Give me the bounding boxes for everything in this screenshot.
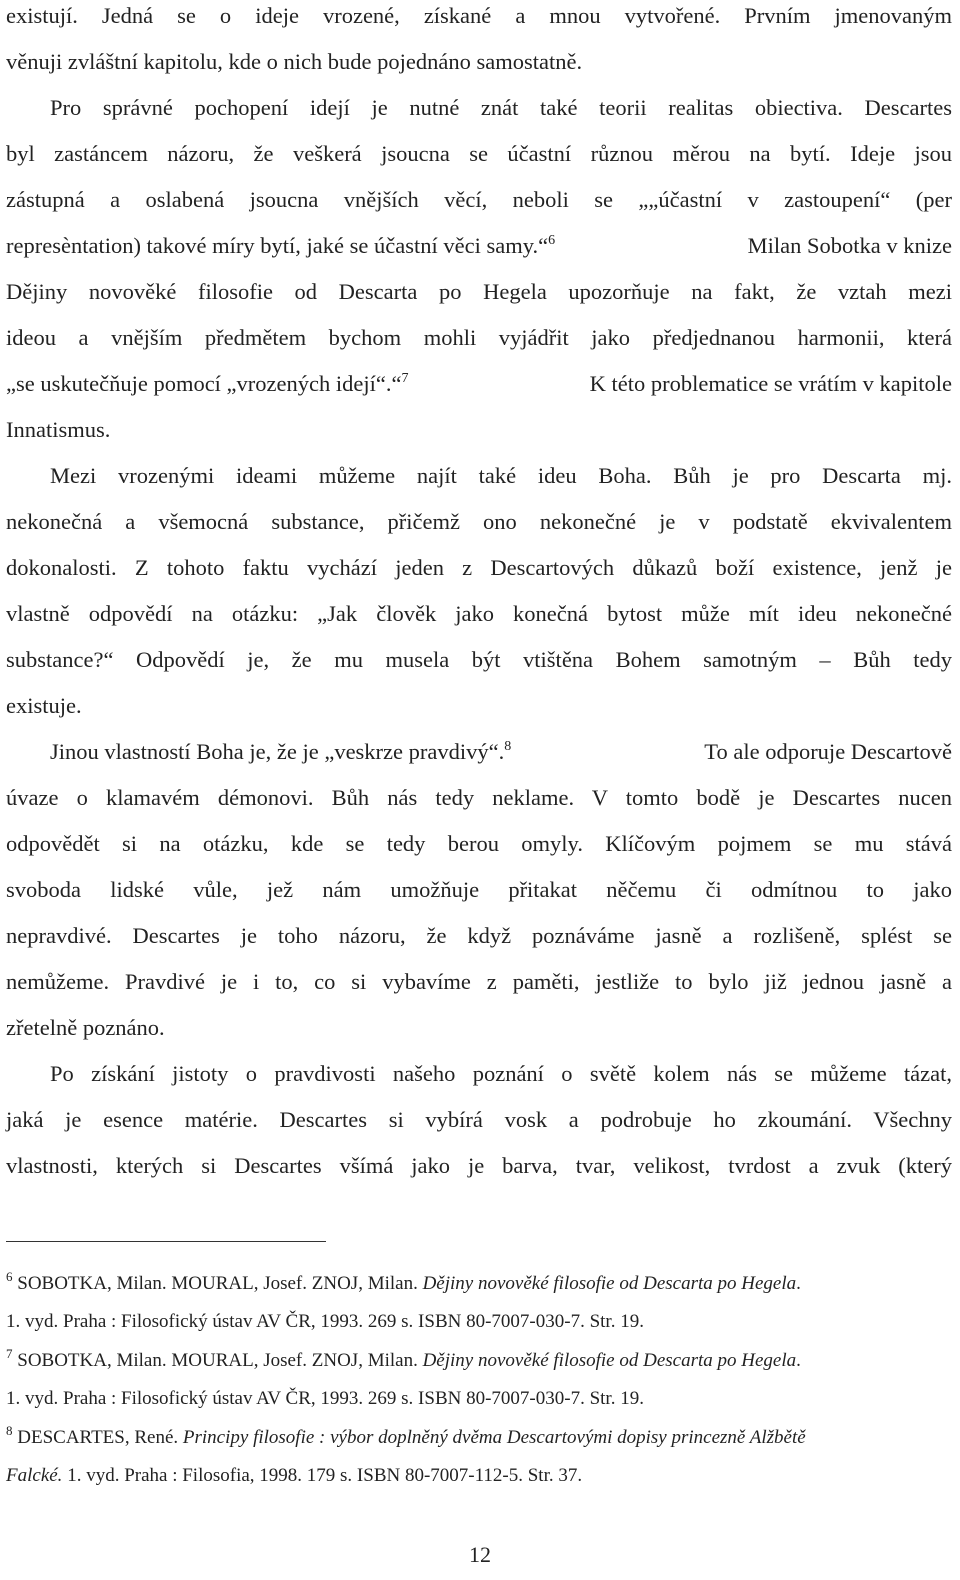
body-line: Pro správné pochopení idejí je nutné znát také teorii realitas obiectiva. Descartes (50, 95, 952, 120)
footnote-7-cont: 1. vyd. Praha : Filosofický ústav AV ČR, 1993. 269 s. ISBN 80-7007-030-7. Str. 19. (6, 1388, 644, 1409)
body-line: substance?“ Odpovědí je, že mu musela být vtištěna Bohem samotným – Bůh tedy (6, 647, 952, 672)
body-line: Mezi vrozenými ideami můžeme najít také ideu Boha. Bůh je pro Descarta mj. (50, 463, 952, 488)
footnote-number: 8 (6, 1423, 13, 1438)
footnote-title: Dějiny novověké filosofie od Descarta po Hegela (422, 1350, 797, 1371)
body-line: zřetelně poznáno. (6, 1015, 165, 1040)
footnote-ref[interactable]: 8 (504, 739, 512, 754)
body-line: Po získání jistoty o pravdivosti našeho poznání o světě kolem nás se můžeme tázat, (50, 1061, 952, 1086)
body-text: Milan Sobotka v knize (747, 233, 952, 258)
body-text: represèntation) takové míry bytí, jaké se účastní věci samy.“ (6, 233, 549, 258)
body-line-with-ref (6, 370, 952, 398)
body-text: „se uskutečňuje pomocí „vrozených idejí“.“ (6, 371, 402, 396)
body-line-with-ref (50, 738, 952, 766)
body-text: To ale odporuje Descartově (704, 739, 952, 764)
footnote-title: Principy filosofie : výbor doplněný dvěma Descartovými dopisy princezně Alžbětě (182, 1427, 806, 1448)
footnote-authors: SOBOTKA, Milan. MOURAL, Josef. ZNOJ, Milan. (17, 1350, 418, 1371)
footnote-rest: 1. vyd. Praha : Filosofia, 1998. 179 s. ISBN 80-7007-112-5. Str. 37. (67, 1465, 583, 1486)
body-text: K této problematice se vrátím v kapitole (589, 371, 952, 396)
footnote-title: Dějiny novověké filosofie od Descarta po Hegela (422, 1273, 797, 1294)
body-line: Innatismus. (6, 417, 111, 442)
page-number: 12 (469, 1542, 491, 1567)
body-line: nepravdivé. Descartes je toho názoru, že když poznáváme jasně a rozlišeně, splést se (6, 923, 952, 948)
body-line: úvaze o klamavém démonovi. Bůh nás tedy neklame. V tomto bodě je Descartes nucen (6, 785, 952, 810)
body-line-with-ref (6, 232, 952, 260)
footnote-8 (6, 1423, 946, 1450)
body-line: dokonalosti. Z tohoto faktu vychází jeden z Descartových důkazů boží existence, jenž je (6, 555, 952, 580)
body-line: jaká je esence matérie. Descartes si vybírá vosk a podrobuje ho zkoumání. Všechny (6, 1107, 952, 1132)
footnote-6: $^6$ SOBOTKA, Milan. MOURAL, Josef. ZNOJ, Milan. Dějiny novověké filosofie od Descarta po Hegela. (6, 1269, 801, 1294)
body-line: vlastně odpovědí na otázku: „Jak člověk jako konečná bytost může mít ideu nekonečné (6, 601, 952, 626)
body-line: existuje. (6, 693, 82, 718)
body-line: věnuji zvláštní kapitolu, kde o nich bude pojednáno samostatně. (6, 49, 583, 74)
footnote-number: 6 (6, 1269, 13, 1284)
footnote-authors: SOBOTKA, Milan. MOURAL, Josef. ZNOJ, Milan. (17, 1273, 418, 1294)
body-line: byl zastáncem názoru, že veškerá jsoucna se účastní různou měrou na bytí. Ideje jsou (6, 141, 952, 166)
body-line: odpovědět si na otázku, kde se tedy berou omyly. Klíčovým pojmem se mu stává (6, 831, 952, 856)
footnote-authors: DESCARTES, René. (17, 1427, 179, 1448)
body-line: nemůžeme. Pravdivé je i to, co si vybavíme z paměti, jestliže to bylo již jednou jasně a (6, 969, 952, 994)
footnote-6-cont: 1. vyd. Praha : Filosofický ústav AV ČR, 1993. 269 s. ISBN 80-7007-030-7. Str. 19. (6, 1311, 644, 1332)
footnote-title-end: Falcké. (6, 1465, 63, 1486)
footnote-separator (6, 1241, 326, 1242)
body-line: ideou a vnějším předmětem bychom mohli vyjádřit jako předjednanou harmonii, která (6, 325, 952, 350)
footnote-7: $^7$ SOBOTKA, Milan. MOURAL, Josef. ZNOJ, Milan. Dějiny novověké filosofie od Descarta po Hegela. (6, 1346, 801, 1371)
footnote-ref[interactable]: 6 (548, 233, 556, 248)
body-line: vlastnosti, kterých si Descartes všímá jako je barva, tvar, velikost, tvrdost a zvuk (který (6, 1153, 952, 1178)
body-text: Jinou vlastností Boha je, že je „veskrze pravdivý“. (50, 739, 505, 764)
footnote-number: 7 (6, 1346, 13, 1361)
body-line: existují. Jedná se o ideje vrozené, získané a mnou vytvořené. Prvním jmenovaným (6, 3, 952, 28)
footnote-8-cont (6, 1464, 946, 1488)
body-line: nekonečná a všemocná substance, přičemž ono nekonečné je v podstatě ekvivalentem (6, 509, 952, 534)
body-line: Dějiny novověké filosofie od Descarta po Hegela upozorňuje na fakt, že vztah mezi (6, 279, 952, 304)
body-line: svoboda lidské vůle, jež nám umožňuje přitakat něčemu či odmítnou to jako (6, 877, 952, 902)
body-line: zástupná a oslabená jsoucna vnějších věcí, neboli se „„účastní v zastoupení“ (per (6, 187, 952, 212)
footnote-ref[interactable]: 7 (401, 371, 409, 386)
